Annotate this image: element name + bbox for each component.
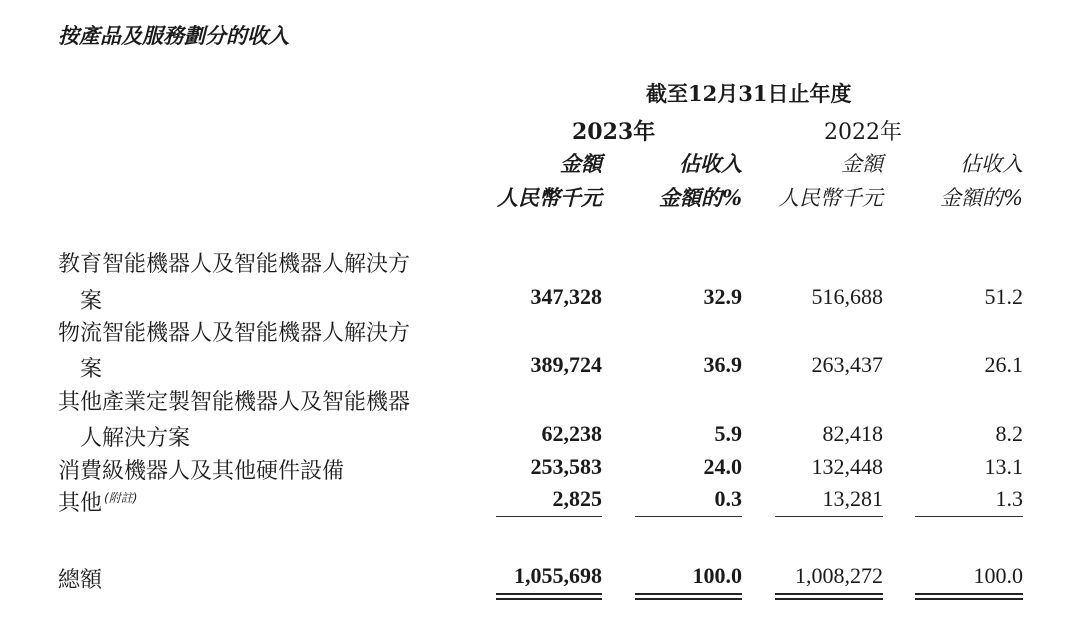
subtotal-rule-pct-2023 <box>635 516 742 517</box>
row-custom-amount-2022: 82,418 <box>822 421 883 446</box>
row-logistics-label-line2: 案 <box>80 357 103 382</box>
total-double-rule-amount-2022-b <box>775 598 883 600</box>
row-education-pct-2022: 51.2 <box>984 284 1023 309</box>
subtotal-rule-pct-2022 <box>915 516 1023 517</box>
year-2022-header: 2022年 <box>824 120 902 145</box>
col-pct-2023-header: 佔收入 <box>679 151 742 176</box>
period-header: 截至12月31日止年度 <box>646 81 852 106</box>
row-custom-label-line2: 人解決方案 <box>80 426 191 451</box>
row-logistics-amount-2023: 389,724 <box>530 352 602 377</box>
section-title: 按產品及服務劃分的收入 <box>58 23 289 48</box>
col-pct-2023-unit: 金額的% <box>659 185 742 210</box>
row-education-amount-2022: 516,688 <box>811 284 883 309</box>
total-amount-2022: 1,008,272 <box>795 563 883 588</box>
footnote-reference: (附註) <box>104 490 138 505</box>
total-double-rule-pct-2023-b <box>635 598 742 600</box>
total-double-rule-pct-2022-a <box>915 593 1023 595</box>
row-custom-pct-2022: 8.2 <box>995 421 1023 446</box>
row-education-pct-2023: 32.9 <box>703 284 742 309</box>
total-amount-2023: 1,055,698 <box>514 563 602 588</box>
row-other-amount-2022: 13,281 <box>822 486 883 511</box>
row-consumer-amount-2022: 132,448 <box>811 454 883 479</box>
row-education-amount-2023: 347,328 <box>530 284 602 309</box>
subtotal-rule-amount-2023 <box>496 516 602 517</box>
total-double-rule-pct-2022-b <box>915 598 1023 600</box>
col-pct-2022-unit: 金額的% <box>940 186 1023 210</box>
col-amount-2023-unit: 人民幣千元 <box>497 185 602 210</box>
row-other-pct-2022: 1.3 <box>995 486 1023 511</box>
row-custom-pct-2023: 5.9 <box>714 421 742 446</box>
subtotal-rule-amount-2022 <box>775 516 883 517</box>
total-pct-2022: 100.0 <box>973 563 1023 588</box>
row-other-amount-2023: 2,825 <box>552 486 602 511</box>
row-other-label-text: 其他 <box>58 491 103 516</box>
row-other-pct-2023: 0.3 <box>714 486 742 511</box>
row-logistics-amount-2022: 263,437 <box>811 352 883 377</box>
row-logistics-pct-2023: 36.9 <box>703 352 742 377</box>
row-consumer-label: 消費級機器人及其他硬件設備 <box>58 459 345 484</box>
row-logistics-label-line1: 物流智能機器人及智能機器人解決方 <box>58 321 411 346</box>
col-pct-2022-header: 佔收入 <box>960 152 1023 176</box>
row-other-label <box>58 486 137 517</box>
total-label: 總額 <box>58 568 103 593</box>
row-consumer-amount-2023: 253,583 <box>530 454 602 479</box>
total-double-rule-pct-2023-a <box>635 593 742 595</box>
col-amount-2022-unit: 人民幣千元 <box>778 186 883 210</box>
total-double-rule-amount-2022-a <box>775 593 883 595</box>
row-consumer-pct-2023: 24.0 <box>703 454 742 479</box>
col-amount-2022-header: 金額 <box>841 152 883 176</box>
row-logistics-pct-2022: 26.1 <box>984 352 1023 377</box>
row-custom-amount-2023: 62,238 <box>541 421 602 446</box>
total-double-rule-amount-2023-a <box>496 593 602 595</box>
row-consumer-pct-2022: 13.1 <box>984 454 1023 479</box>
year-2023-header: 2023年 <box>572 119 656 145</box>
total-double-rule-amount-2023-b <box>496 598 602 600</box>
col-amount-2023-header: 金額 <box>560 151 602 176</box>
row-education-label-line2: 案 <box>80 289 103 314</box>
total-pct-2023: 100.0 <box>692 563 742 588</box>
row-education-label-line1: 教育智能機器人及智能機器人解決方 <box>58 252 411 277</box>
row-custom-label-line1: 其他產業定製智能機器人及智能機器 <box>58 390 411 415</box>
